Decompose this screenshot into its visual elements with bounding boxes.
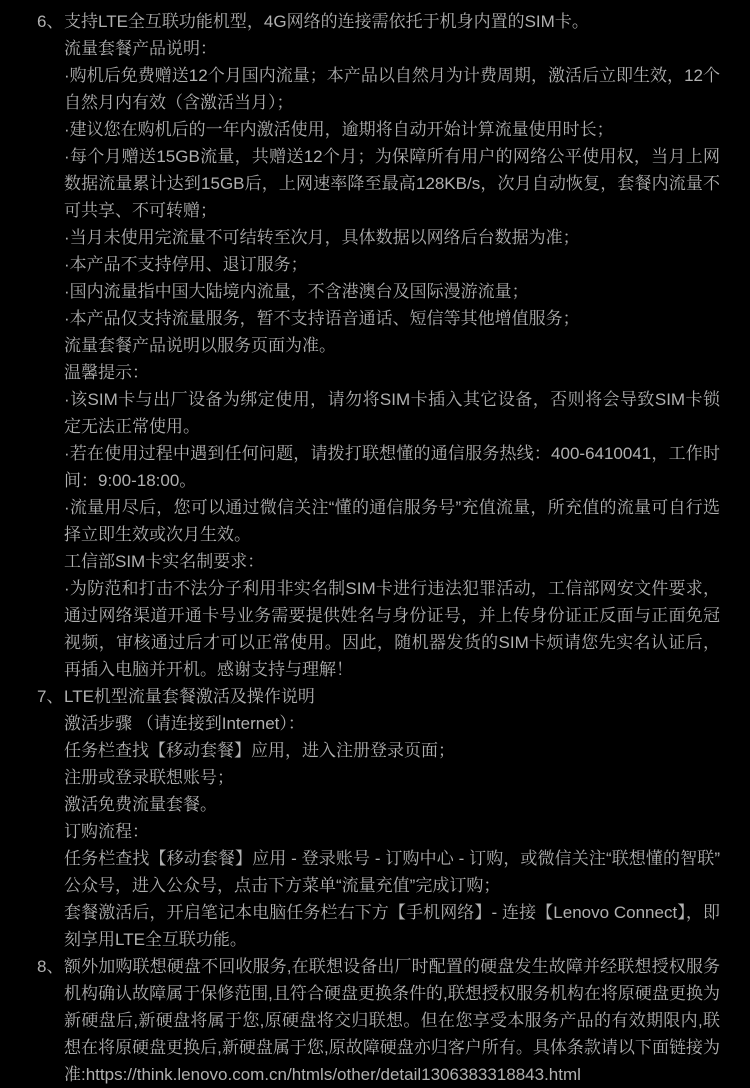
paragraph: ·每个月赠送15GB流量，共赠送12个月；为保障所有用户的网络公平使用权，当月上网数据流量累计达到15GB后，上网速率降至最高128KB/s，次月自动恢复，套餐内流量不可共享、不可转赠；: [64, 147, 720, 220]
terms-list: [37, 8, 720, 1088]
list-item-6: [37, 8, 720, 683]
paragraph: ·国内流量指中国大陆境内流量，不含港澳台及国际漫游流量；: [64, 282, 529, 301]
section-heading: 工信部SIM卡实名制要求：: [64, 552, 265, 571]
list-item-7: [37, 683, 720, 953]
paragraph: ·当月未使用完流量不可结转至次月，具体数据以网络后台数据为准；: [64, 228, 580, 247]
item-number: 6、: [37, 12, 64, 31]
item-content: [64, 8, 720, 683]
item-number: 7、: [37, 687, 64, 706]
paragraph: 流量套餐产品说明以服务页面为准。: [64, 336, 336, 355]
paragraph: 注册或登录联想账号；: [64, 768, 234, 787]
paragraph: 激活免费流量套餐。: [64, 795, 217, 814]
section-heading: 流量套餐产品说明：: [64, 39, 217, 58]
section-heading: 温馨提示：: [64, 363, 149, 382]
paragraph-with-terms-url: 额外加购联想硬盘不回收服务,在联想设备出厂时配置的硬盘发生故障并经联想授权服务机构确认故障属于保修范围,且符合硬盘更换条件的,联想授权服务机构在将原硬盘更换为新硬盘后,新硬盘将属于您,原硬盘将交归联想。但在您享受本服务产品的有效期限内,联想在将原硬盘更换后,新硬盘属于您,原故障硬盘亦归客户所有。具体条款请以下面链接为准:https://think.lenovo.com.cn/htmls/other/detail1306383318843.html: [64, 957, 720, 1084]
paragraph: ·为防范和打击不法分子利用非实名制SIM卡进行违法犯罪活动，工信部网安文件要求，通过网络渠道开通卡号业务需要提供姓名与身份证号，并上传身份证正反面与正面免冠视频，审核通过后才可以正常使用。因此，随机器发货的SIM卡烦请您先实名认证后，再插入电脑并开机。感谢支持与理解！: [64, 579, 720, 679]
paragraph: ·流量用尽后，您可以通过微信关注“懂的通信服务号”充值流量，所充值的流量可自行选择立即生效或次月生效。: [64, 498, 720, 544]
item-number: 8、: [37, 957, 64, 976]
paragraph: ·本产品仅支持流量服务，暂不支持语音通话、短信等其他增值服务；: [64, 309, 580, 328]
list-item-8: [37, 953, 720, 1088]
paragraph: 任务栏查找【移动套餐】应用 - 登录账号 - 订购中心 - 订购，或微信关注“联想懂的智联”公众号，进入公众号，点击下方菜单“流量充值”完成订购；: [64, 849, 720, 895]
paragraph: ·若在使用过程中遇到任何问题，请拨打联想懂的通信服务热线：400-6410041，工作时间：9:00-18:00。: [64, 444, 720, 490]
section-heading: 订购流程：: [64, 822, 149, 841]
paragraph: ·购机后免费赠送12个月国内流量；本产品以自然月为计费周期，激活后立即生效，12个自然月内有效（含激活当月）；: [64, 66, 720, 112]
section-heading: 激活步骤 （请连接到Internet）：: [64, 714, 305, 733]
paragraph: 任务栏查找【移动套餐】应用，进入注册登录页面；: [64, 741, 455, 760]
paragraph: 支持LTE全互联功能机型，4G网络的连接需依托于机身内置的SIM卡。: [64, 12, 589, 31]
paragraph: ·建议您在购机后的一年内激活使用，逾期将自动开始计算流量使用时长；: [64, 120, 614, 139]
item-content: [64, 953, 720, 1088]
item-content: [64, 683, 720, 953]
paragraph: ·本产品不支持停用、退订服务；: [64, 255, 308, 274]
paragraph: 套餐激活后，开启笔记本电脑任务栏右下方【手机网络】- 连接【Lenovo Connect】，即刻享用LTE全互联功能。: [64, 903, 720, 949]
section-heading: LTE机型流量套餐激活及操作说明: [64, 687, 315, 706]
paragraph: ·该SIM卡与出厂设备为绑定使用，请勿将SIM卡插入其它设备，否则将会导致SIM卡锁定无法正常使用。: [64, 390, 720, 436]
